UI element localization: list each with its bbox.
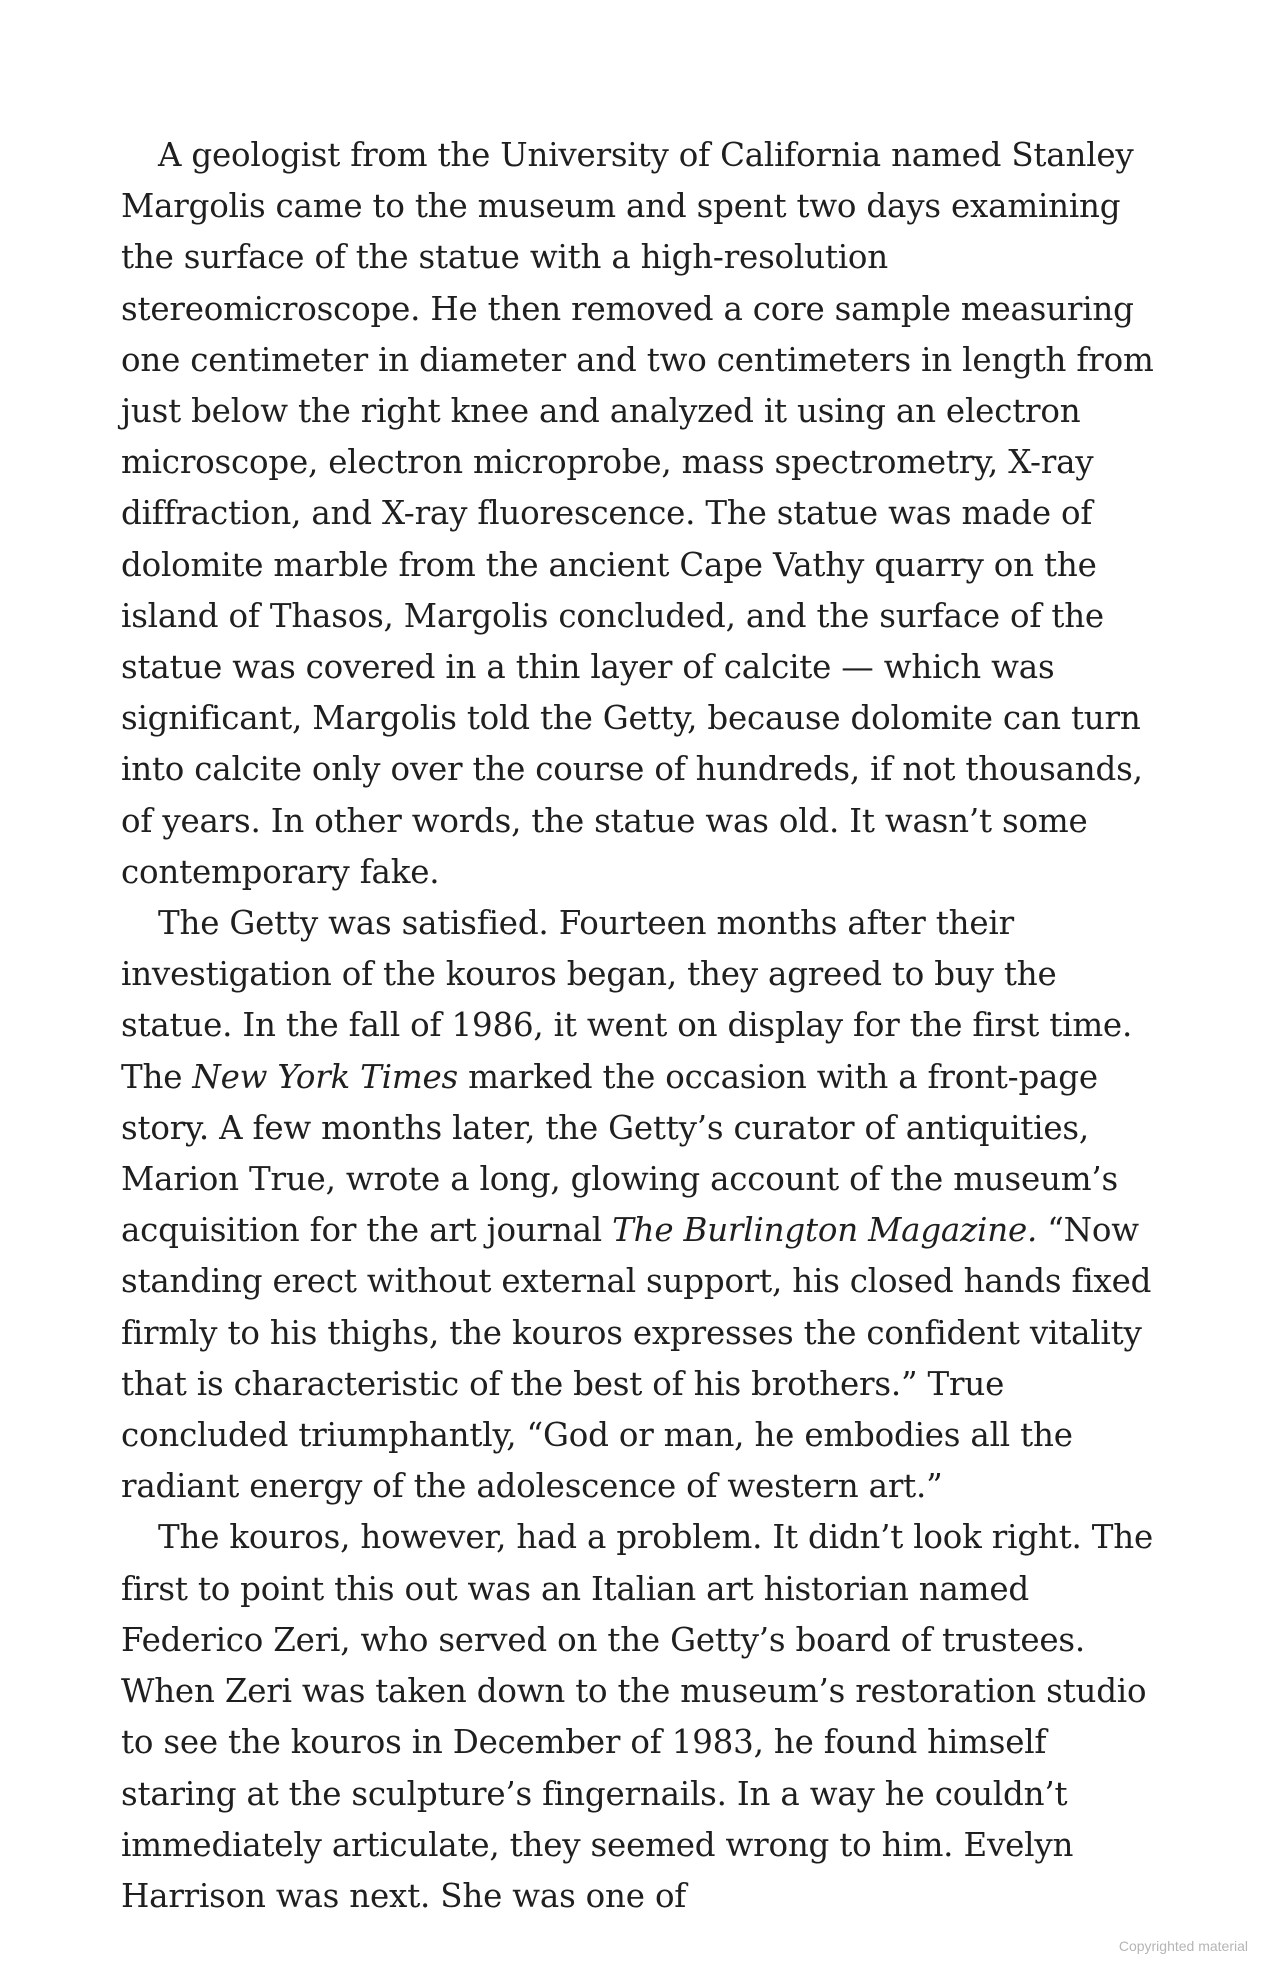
paragraph-1-text: A geologist from the University of California named Stanley Margolis came to the museum and spent two days examining the surface of the statue with a high-resolution stereomicroscope. He then removed a core sample measuring one centimeter in diameter and two centimeters in length from just below the right knee and analyzed it using an electron microscope, electron microprobe, mass spectrometry, X-ray diffraction, and X-ray fluorescence. The statue was made of dolomite marble from the ancient Cape Vathy quarry on the island of Thasos, Margolis concluded, and the surface of the statue was covered in a thin layer of calcite — which was significant, Margolis told the Getty, because dolomite can turn into calcite only over the course of hundreds, if not thousands, of years. In other words, the statue was old. It wasn’t some contemporary fake.	[121, 136, 1154, 891]
page-body	[121, 130, 1161, 1922]
paragraph-2-text-c: “Now standing erect without external support, his closed hands fixed firmly to his thighs, the kouros expresses the confident vitality that is characteristic of the best of his brothers.” True concluded triumphantly, “God or man, he embodies all the radiant energy of the adolescence of western art.”	[121, 1211, 1152, 1506]
copyright-watermark: Copyrighted material	[1118, 1938, 1248, 1954]
paragraph-2-text-a: The Getty was satisfied. Fourteen months after their investigation of the kouros began, they agreed to buy the statue. In the fall of 1986, it went on display for the first time. The	[121, 904, 1133, 1096]
paragraph-3	[121, 1512, 1161, 1922]
paragraph-1	[121, 130, 1161, 898]
publication-title-nyt: New York Times	[192, 1057, 458, 1096]
publication-title-burlington: The Burlington Magazine.	[612, 1211, 1038, 1250]
paragraph-3-text: The kouros, however, had a problem. It didn’t look right. The first to point this out was an Italian art historian named Federico Zeri, who served on the Getty’s board of trustees. When Zeri was taken down to the museum’s restoration studio to see the kouros in December of 1983, he found himself staring at the sculpture’s fingernails. In a way he couldn’t immediately articulate, they seemed wrong to him. Evelyn Harrison was next. She was one of	[121, 1518, 1154, 1915]
paragraph-2-text-b: marked the occasion with a front-page story. A few months later, the Getty’s curator of antiquities, Marion True, wrote a long, glowing account of the museum’s acquisition for the art journal	[121, 1057, 1119, 1250]
paragraph-2	[121, 898, 1161, 1512]
